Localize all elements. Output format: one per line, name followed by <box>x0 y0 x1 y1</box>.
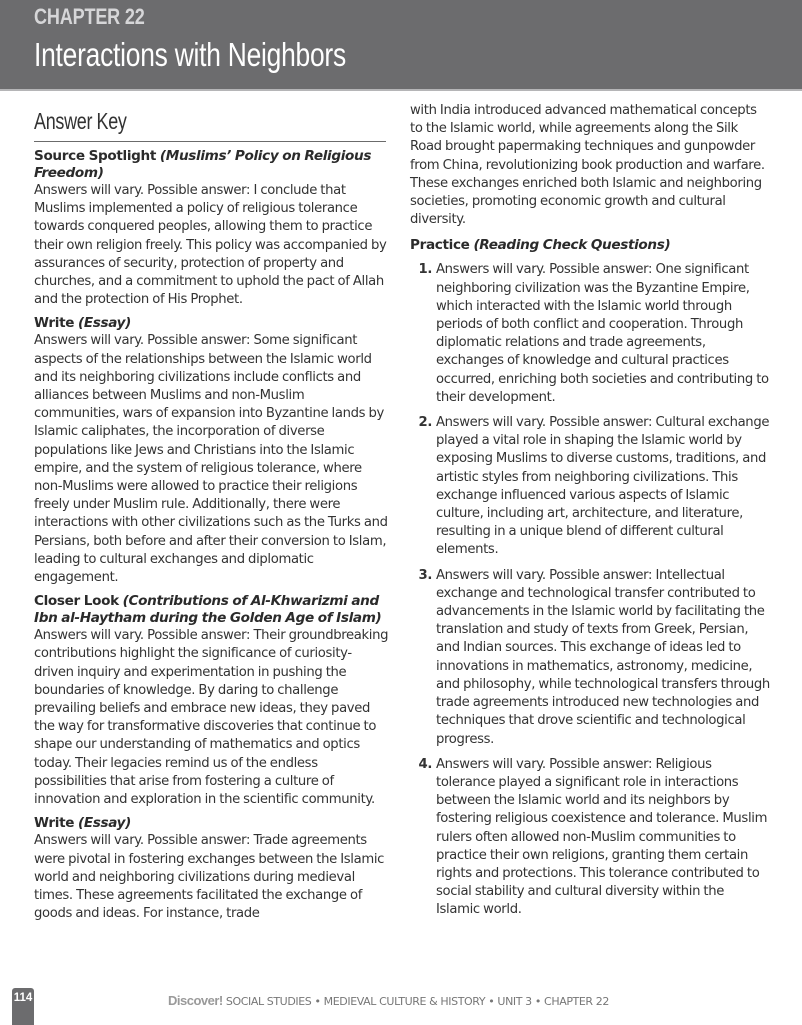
section-subheading: (Essay) <box>77 815 132 832</box>
item-text: Answers will vary. Possible answer: One significant neighboring civilization was the Byzantine Empire, which interacted with the Islamic world through periods of both conflict and cooperation. Through diplomatic relations and trade agreements, exchanges of knowledge and cultural practices occurred, enriching both societies and contributing to their development. <box>436 262 769 405</box>
title-divider <box>34 141 386 142</box>
section-body: Answers will vary. Possible answer: Their groundbreaking contributions highlight the significance of curiosity-driven inquiry and experimentation in pushing the boundaries of knowledge. By daring to challenge prevailing beliefs and embrace new ideas, they paved the way for transformative discoveries that continue to shape our understanding of mathematics and optics today. Their legacies remind us of the endless possibilities that arise from fostering a culture of innovation and exploration in the scientific community. <box>34 628 389 808</box>
item-text: Answers will vary. Possible answer: Intellectual exchange and technological transfer contributed to advancements in the Islamic world by facilitating the translation and study of texts from Greek, Persian, and Indian sources. This exchange of ideas led to innovations in mathematics, astronomy, medicine, and philosophy, while technological transfers through trade agreements introduced new technologies and techniques that drove scientific and technological progress. <box>436 567 770 747</box>
left-column <box>34 100 389 923</box>
practice-answers-list <box>410 261 770 919</box>
item-text: Answers will vary. Possible answer: Religious tolerance played a significant role in interactions between the Islamic world and its neighbors by fostering religious coexistence and tolerance. Muslim rulers often allowed non-Muslim communities to practice their own religions, granting them certain rights and protections. This tolerance contributed to social stability and cultural diversity within the Islamic world. <box>436 756 768 918</box>
section-heading-closer-look <box>34 593 389 627</box>
list-item <box>410 756 770 920</box>
chapter-title: Interactions with Neighbors <box>34 36 346 73</box>
section-heading-write-essay-1 <box>34 315 389 332</box>
section-heading-label: Source Spotlight <box>34 148 157 164</box>
section-subheading: (Reading Check Questions) <box>473 237 671 254</box>
section-heading-practice <box>410 237 770 254</box>
brand-logo: Discover! <box>168 993 223 1008</box>
list-item <box>410 414 770 560</box>
footer-series-line <box>168 993 609 1008</box>
section-body: Answers will vary. Possible answer: I conclude that Muslims implemented a policy of religious tolerance towards conquered peoples, allowing them to practice their own religion freely. This policy was accompanied by assurances of security, protection of property and churches, and a commitment to uphold the pact of Allah and the protection of His Prophet. <box>34 183 387 308</box>
list-item <box>410 261 770 407</box>
section-body: Answers will vary. Possible answer: Trade agreements were pivotal in fostering exchanges between the Islamic world and neighboring civilizations during medieval times. These agreements facilitated the exchange of goods and ideas. For instance, trade <box>34 833 385 922</box>
section-body-continued: with India introduced advanced mathematical concepts to the Islamic world, while agreements along the Silk Road brought papermaking techniques and gunpowder from China, revolutionizing book production and warfare. These exchanges enriched both Islamic and neighboring societies, promoting economic growth and cultural diversity. <box>410 103 765 228</box>
page-number-tab <box>12 988 34 1025</box>
answer-key-title: Answer Key <box>34 108 127 134</box>
section-body: Answers will vary. Possible answer: Some significant aspects of the relationships between the Islamic world and its neighboring civilizations include conflicts and alliances between Muslims and non-Muslim communities, wars of expansion into Byzantine lands by Islamic caliphates, the incorporation of diverse populations like Jews and Christians into the Islamic empire, and the system of religious tolerance, where non-Muslims were allowed to practice their religions freely under Muslim rule. Additionally, there were interactions with other civilizations such as the Turks and Persians, both before and after their conversion to Islam, leading to cultural exchanges and diplomatic engagement. <box>34 333 388 586</box>
section-subheading: (Essay) <box>77 315 132 332</box>
chapter-label: CHAPTER 22 <box>34 4 145 29</box>
list-item <box>410 567 770 749</box>
item-number: 2. <box>418 415 432 431</box>
section-heading-label: Closer Look <box>34 593 119 610</box>
item-number: 4. <box>418 756 432 772</box>
item-text: Answers will vary. Possible answer: Cultural exchange played a vital role in shaping the Islamic world by exposing Muslims to diverse customs, traditions, and artistic styles from neighboring civilizations. This exchange influenced various aspects of Islamic culture, including art, architecture, and literature, resulting in a unique blend of different cultural elements. <box>436 415 770 558</box>
section-heading-write-essay-2 <box>34 815 389 832</box>
series-text: SOCIAL STUDIES • MEDIEVAL CULTURE & HISTORY • UNIT 3 • CHAPTER 22 <box>225 995 609 1008</box>
chapter-header <box>0 0 802 91</box>
right-column <box>410 102 770 920</box>
section-heading-label: Write <box>34 315 75 332</box>
section-heading-source-spotlight <box>34 148 389 182</box>
item-number: 3. <box>418 567 432 583</box>
section-subheading: (Muslims’ Policy on Religious Freedom) <box>34 148 372 181</box>
item-number: 1. <box>418 262 432 278</box>
page-number: 114 <box>13 992 33 1004</box>
section-subheading: (Contributions of Al-Khwarizmi and Ibn al-Haytham during the Golden Age of Islam) <box>34 593 382 627</box>
section-heading-label: Practice <box>410 237 470 254</box>
section-heading-label: Write <box>34 815 75 832</box>
